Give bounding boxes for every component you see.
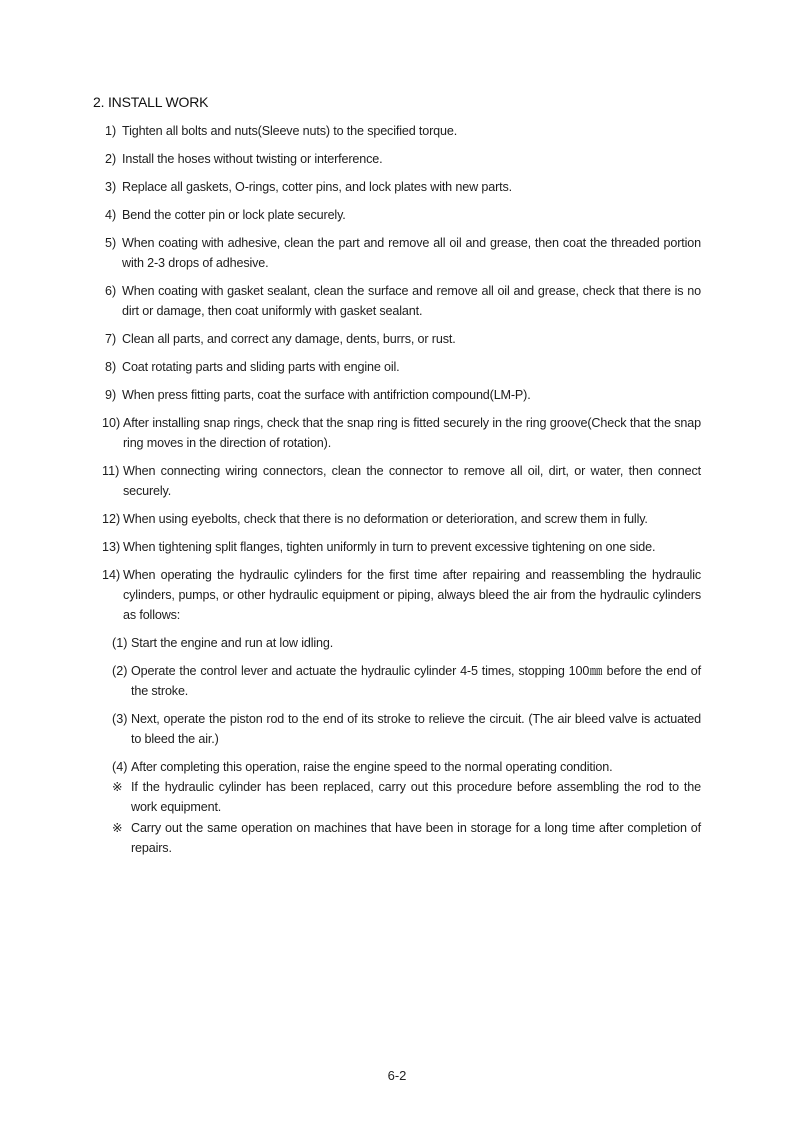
item-number: (3) — [112, 712, 128, 726]
item-number: 5) — [105, 236, 117, 250]
item-text: Operate the control lever and actuate the hydraulic cylinder 4-5 times, stopping 100㎜ before the end of the stroke. — [131, 664, 701, 698]
item-text: When coating with adhesive, clean the part and remove all oil and grease, then coat the threaded portion with 2-3 drops of adhesive. — [122, 236, 701, 270]
item-number: 12) — [102, 512, 121, 526]
item-text: After completing this operation, raise the engine speed to the normal operating condition. — [131, 760, 613, 774]
item-number: (1) — [112, 636, 128, 650]
item-number: (2) — [112, 664, 128, 678]
section-title: 2. INSTALL WORK — [93, 94, 209, 110]
item-text: Install the hoses without twisting or interference. — [122, 152, 383, 166]
item-text: When press fitting parts, coat the surface with antifriction compound(LM-P). — [122, 388, 531, 402]
item-text: When using eyebolts, check that there is no deformation or deterioration, and screw them in fully. — [123, 512, 648, 526]
item-text: Clean all parts, and correct any damage, dents, burrs, or rust. — [122, 332, 456, 346]
item-number: 10) — [102, 416, 121, 430]
item-text: When operating the hydraulic cylinders for the first time after repairing and reassembling the hydraulic cylinders, pumps, or other hydraulic equipment or piping, always bleed the air from the hydraulic cylinders as follows: — [123, 568, 701, 622]
note-mark: ※ — [112, 780, 123, 794]
note-mark: ※ — [112, 821, 123, 835]
item-number: 11) — [102, 464, 120, 478]
item-number: 8) — [105, 360, 117, 374]
item-number: 6) — [105, 284, 117, 298]
item-text: Tighten all bolts and nuts(Sleeve nuts) to the specified torque. — [122, 124, 458, 138]
item-text: When tightening split flanges, tighten uniformly in turn to prevent excessive tightening on one side. — [123, 540, 656, 554]
item-text: Replace all gaskets, O-rings, cotter pins, and lock plates with new parts. — [122, 180, 512, 194]
item-text: Start the engine and run at low idling. — [131, 636, 334, 650]
item-number: 2) — [105, 152, 117, 166]
note-text: Carry out the same operation on machines that have been in storage for a long time after completion of repairs. — [131, 821, 701, 855]
item-number: 13) — [102, 540, 121, 554]
page-number: 6-2 — [387, 1068, 407, 1083]
item-number: 3) — [105, 180, 117, 194]
item-text: When coating with gasket sealant, clean the surface and remove all oil and grease, check that there is no dirt or damage, then coat uniformly with gasket sealant. — [122, 284, 701, 318]
item-text: After installing snap rings, check that the snap ring is fitted securely in the ring groove(Check that the snap ring moves in the direction of rotation). — [123, 416, 701, 450]
note-text: If the hydraulic cylinder has been replaced, carry out this procedure before assembling the rod to the work equipment. — [131, 780, 701, 814]
item-text: When connecting wiring connectors, clean the connector to remove all oil, dirt, or water, then connect securely. — [123, 464, 701, 498]
item-number: 14) — [102, 568, 121, 582]
item-text: Next, operate the piston rod to the end of its stroke to relieve the circuit. (The air bleed valve is actuated to bleed the air.) — [131, 712, 701, 746]
item-number: 7) — [105, 332, 117, 346]
item-number: 9) — [105, 388, 117, 402]
item-number: (4) — [112, 760, 128, 774]
item-text: Bend the cotter pin or lock plate securely. — [122, 208, 346, 222]
item-text: Coat rotating parts and sliding parts with engine oil. — [122, 360, 400, 374]
item-number: 4) — [105, 208, 117, 222]
item-number: 1) — [105, 124, 117, 138]
